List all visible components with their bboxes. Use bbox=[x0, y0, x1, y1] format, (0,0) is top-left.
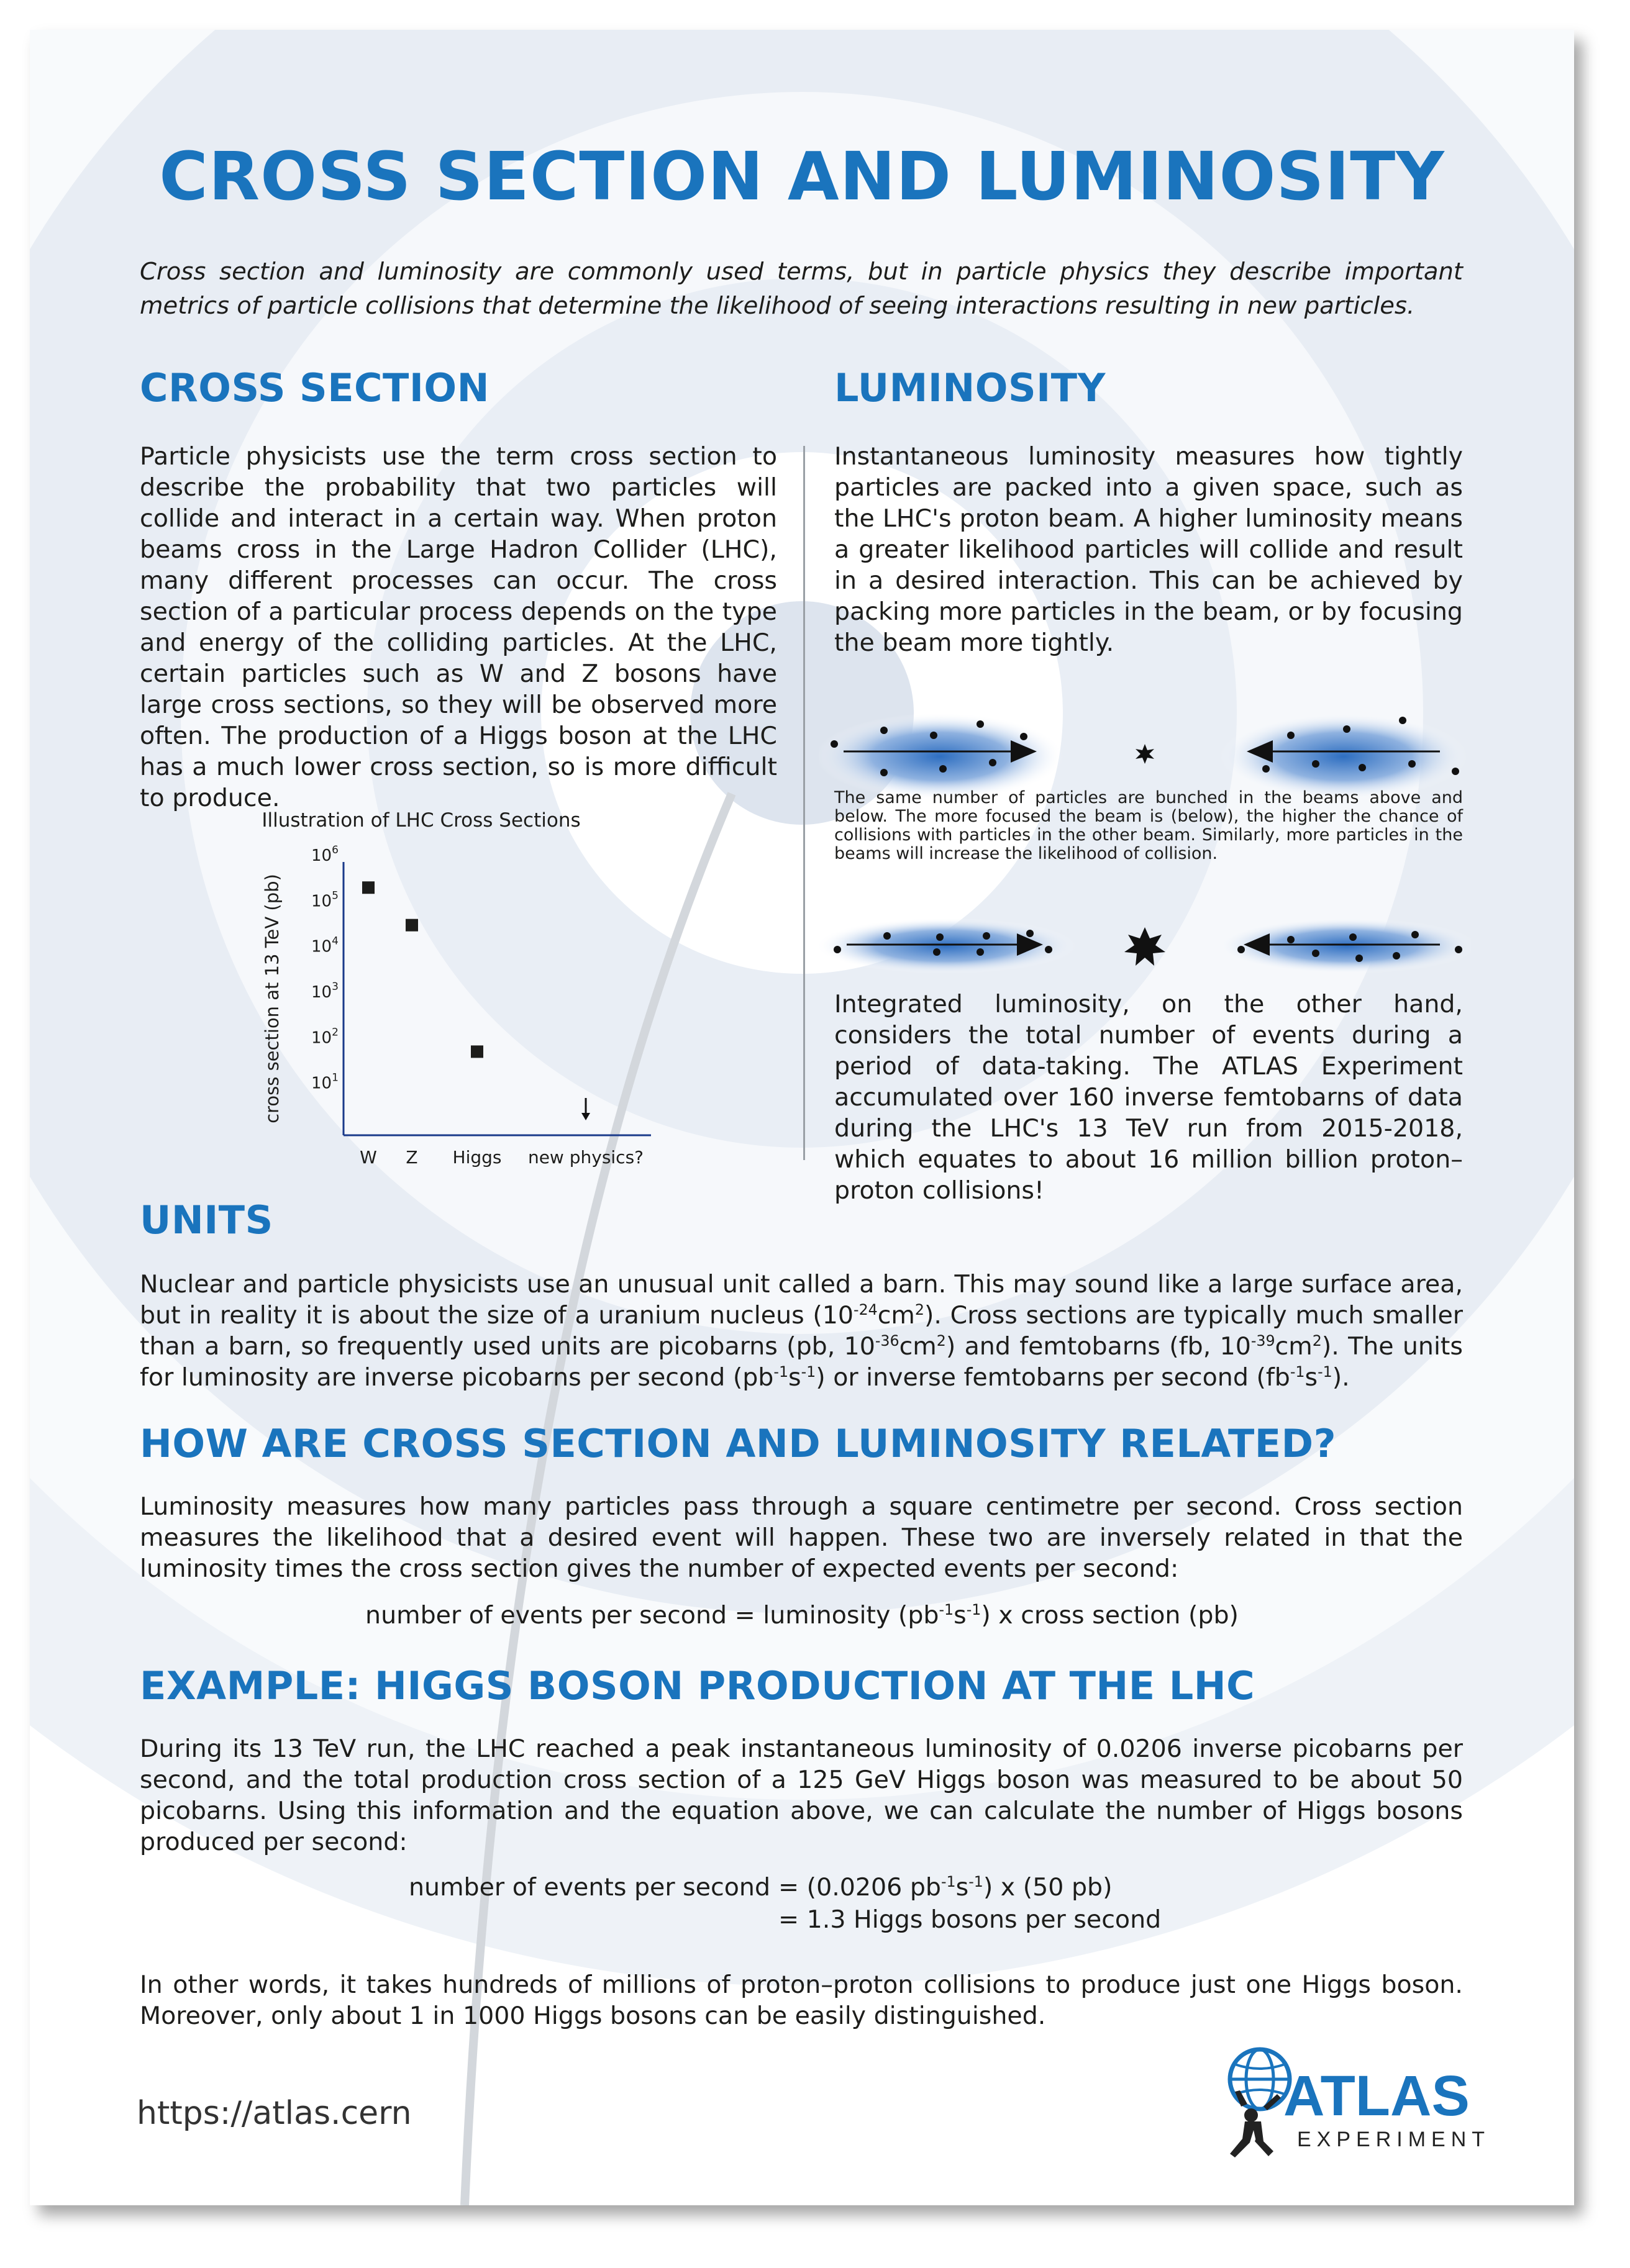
collision-star-small bbox=[1136, 744, 1154, 764]
y-tick-label: $10^5$ bbox=[311, 889, 339, 911]
example-equation-line2: = 1.3 Higgs bosons per second bbox=[778, 1905, 1162, 1934]
x-tick-label: Z bbox=[406, 1147, 418, 1168]
focused-beam-left bbox=[819, 918, 1077, 974]
y-tick-label: $10^2$ bbox=[311, 1026, 339, 1048]
example-equation-line1: = (0.0206 $pb^{-1}s^{-1}$) x (50 pb) bbox=[778, 1872, 1113, 1902]
focused-beam-right bbox=[1216, 918, 1471, 974]
units-text: Nuclear and particle physicists use an unusual unit called a barn. This may sound like a large surface area, but in reality it is about the size of a uranium nucleus $(10^{-24}cm^2)$. Cross sections are typically much smaller than a barn, so frequently used units are picobarns (pb, $10^{-36}cm^2$) and femtobarns (fb, $10^{-39}cm^2$). The units for luminosity are inverse picobarns per second $(pb^{-1}s^{-1})$ or inverse femtobarns per second $(fb^{-1}s^{-1})$. bbox=[140, 1270, 1464, 1392]
logo-main-text: ATLAS bbox=[1283, 2064, 1470, 2128]
website-url[interactable]: https://atlas.cern bbox=[137, 2095, 412, 2132]
page-title: CROSS SECTION AND LUMINOSITY bbox=[159, 138, 1445, 215]
beam-right bbox=[1219, 713, 1468, 800]
y-tick-label: $10^4$ bbox=[311, 935, 339, 956]
cross-section-text: Particle physicists use the term cross section to describe the probability that two particles will collide and interact in a certain way. When proton beams cross in the Large Hadron Collider (LHC), many different processes can occur. The cross section of a particular process depends on the type and energy of the colliding particles. At the LHC, certain particles such as W and Z bosons have large cross sections, so they will be observed more often. The production of a Higgs boson at the LHC has a much lower cross section, so is more difficult to produce. bbox=[140, 442, 777, 812]
data-point-z bbox=[406, 919, 418, 932]
data-point-w bbox=[362, 881, 375, 894]
y-tick-label: $10^3$ bbox=[311, 981, 339, 1002]
beam-caption: The same number of particles are bunched in the beams above and below. The more focused the beam is (below), the higher the chance of collisions with particles in the other beam. Similarly, more particles in the beams will increase the likelihood of collision. bbox=[834, 788, 1463, 863]
data-point-higgs bbox=[471, 1045, 483, 1058]
y-tick-label: $10^1$ bbox=[311, 1071, 339, 1093]
x-tick-label: Higgs bbox=[452, 1147, 502, 1168]
luminosity-text: Instantaneous luminosity measures how tightly particles are packed into a given space, such as the LHC's proton beam. A higher luminosity means a greater likelihood particles will collide and result in a desired interaction. This can be achieved by packing more particles in the beam, or by focusing the beam more tightly. bbox=[834, 442, 1463, 657]
example-text: During its 13 TeV run, the LHC reached a peak instantaneous luminosity of 0.0206 inverse picobarns per second, and the total production cross section of a 125 GeV Higgs boson was measured to be about 50 picobarns. Using this information and the equation above, we can calculate the number of Higgs bosons produced per second: bbox=[140, 1735, 1463, 1856]
beam-left bbox=[819, 713, 1064, 800]
luminosity-heading: LUMINOSITY bbox=[834, 365, 1106, 411]
x-tick-label: W bbox=[360, 1147, 377, 1168]
new-physics-arrow-head bbox=[581, 1113, 590, 1120]
closing-text: In other words, it takes hundreds of millions of proton–proton collisions to produce just one Higgs boson. Moreover, only about 1 in 1000 Higgs bosons can be easily distinguished. bbox=[140, 1971, 1463, 2030]
y-axis-label: cross section at 13 TeV (pb) bbox=[262, 874, 283, 1123]
integrated-luminosity-text: Integrated luminosity, on the other hand, considers the total number of events during a period of data-taking. The ATLAS Experiment accumulated over 160 inverse femtobarns of data during the LHC's 13 TeV run from 2015-2018, which equates to about 16 million billion proton–proton collisions! bbox=[834, 990, 1463, 1205]
atlas-logo bbox=[1204, 2042, 1496, 2166]
relation-text: Luminosity measures how many particles pass through a square centimetre per second. Cross section measures the likelihood that a desired event will happen. These two are inversely related in that the luminosity times the cross section gives the number of expected events per second: bbox=[140, 1492, 1463, 1583]
poster-page bbox=[30, 30, 1574, 2205]
units-heading: UNITS bbox=[140, 1197, 273, 1243]
example-equation-left: number of events per second bbox=[409, 1873, 771, 1902]
y-tick-label: $10^6$ bbox=[311, 844, 339, 865]
example-heading: EXAMPLE: HIGGS BOSON PRODUCTION AT THE LHC bbox=[140, 1663, 1255, 1708]
collision-star-large bbox=[1124, 927, 1165, 966]
focused-beams-illustration bbox=[819, 896, 1471, 996]
chart-title: Illustration of LHC Cross Sections bbox=[262, 809, 581, 832]
intro-paragraph: Cross section and luminosity are commonly used terms, but in particle physics they describe important metrics of particle collisions that determine the likelihood of seeing interactions resulting in new particles. bbox=[140, 258, 1463, 320]
cross-section-chart bbox=[210, 837, 707, 1210]
relation-equation: number of events per second = luminosity $(pb^{-1}s^{-1})$ x cross section (pb) bbox=[365, 1600, 1239, 1630]
cross-section-heading: CROSS SECTION bbox=[140, 365, 490, 411]
column-divider bbox=[803, 446, 805, 1160]
relation-heading: HOW ARE CROSS SECTION AND LUMINOSITY RELATED? bbox=[140, 1421, 1337, 1466]
logo-sub-text: EXPERIMENT bbox=[1297, 2128, 1491, 2151]
x-tick-label: new physics? bbox=[527, 1147, 644, 1168]
